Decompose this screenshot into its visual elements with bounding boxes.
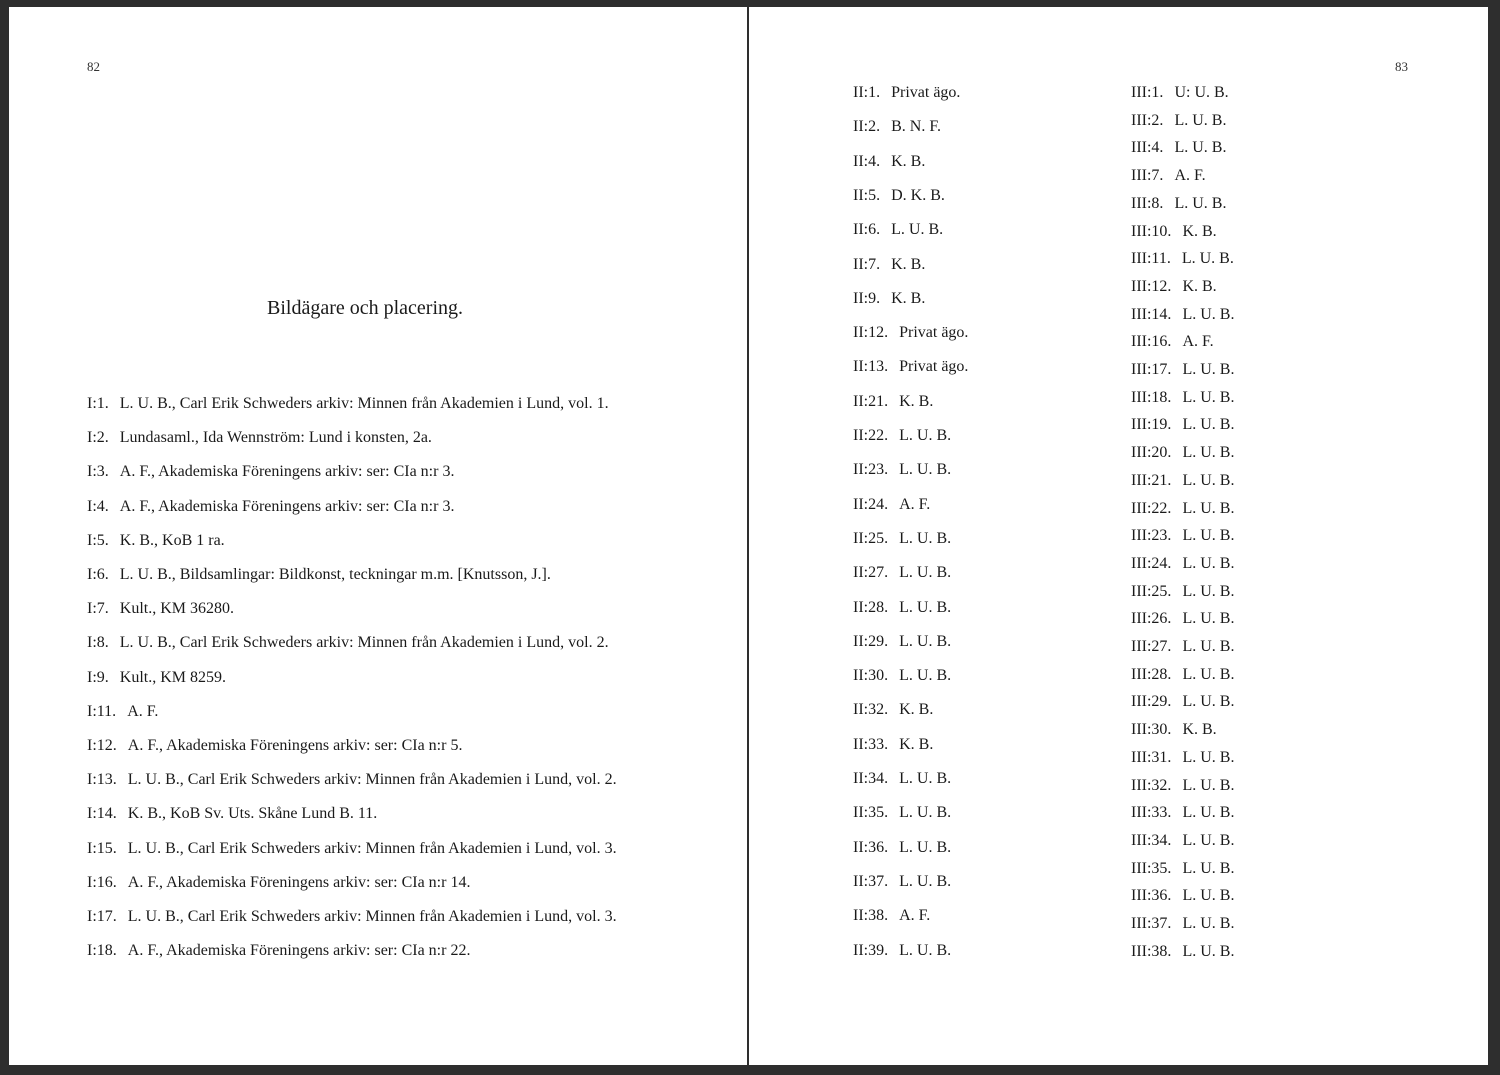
entry-code: III:20. (1131, 444, 1172, 462)
list-item (1131, 720, 1217, 740)
entry-source: L. U. B. (899, 838, 952, 856)
list-item (1131, 554, 1234, 574)
entry-source: L. U. B. (1182, 748, 1235, 766)
entry-code: I:3. (87, 463, 109, 481)
list-item (1131, 222, 1217, 242)
entry-code: III:8. (1131, 194, 1164, 212)
entry-source: L. U. B. (1174, 139, 1227, 157)
entry-code: III:22. (1131, 499, 1172, 517)
list-item (87, 497, 454, 517)
entry-source: L. U. B. (1182, 527, 1235, 545)
entry-source: L. U. B. (1181, 250, 1234, 268)
entry-code: II:38. (853, 907, 889, 925)
entry-code: II:25. (853, 529, 889, 547)
list-item (1131, 194, 1226, 214)
entry-code: II:1. (853, 84, 881, 101)
list-item (853, 803, 951, 823)
entry-code: I:13. (87, 771, 117, 789)
entry-source: K. B. (891, 255, 926, 273)
entry-source: Kult., KM 36280. (119, 600, 235, 618)
entry-source: L. U. B. (899, 804, 952, 822)
list-item (1131, 360, 1234, 380)
list-item (87, 873, 470, 893)
entry-code: II:35. (853, 804, 889, 822)
entry-source: L. U. B. (1182, 831, 1235, 849)
list-item (853, 941, 951, 961)
entry-code: III:11. (1131, 250, 1171, 268)
entry-code: I:14. (87, 805, 117, 823)
entry-code: III:14. (1131, 305, 1172, 323)
list-item (1131, 748, 1234, 768)
entry-source: L. U. B., Carl Erik Schweders arkiv: Minnen från Akademien i Lund, vol. 2. (127, 771, 617, 789)
entry-code: II:12. (853, 324, 889, 342)
entry-source: L. U. B. (1182, 776, 1235, 794)
entry-code: III:24. (1131, 554, 1172, 572)
right-page (749, 7, 1488, 1065)
entry-code: II:2. (853, 118, 881, 136)
entry-code: I:8. (87, 634, 109, 652)
list-item (853, 152, 925, 172)
entry-source: K. B. (1182, 222, 1217, 240)
entry-source: L. U. B., Carl Erik Schweders arkiv: Minnen från Akademien i Lund, vol. 3. (127, 839, 617, 857)
entry-code: I:4. (87, 497, 109, 515)
entry-code: I:7. (87, 600, 109, 618)
entry-code: III:37. (1131, 915, 1172, 932)
entry-code: I:6. (87, 566, 109, 583)
list-item (1131, 249, 1234, 269)
entry-code: III:26. (1131, 610, 1172, 628)
list-item (853, 632, 951, 652)
entry-source: A. F., Akademiska Föreningens arkiv: ser: CIa n:r 3. (119, 497, 455, 515)
entry-code: III:35. (1131, 859, 1172, 877)
list-item (1131, 166, 1206, 186)
entry-code: I:2. (87, 429, 109, 447)
list-item (1131, 886, 1234, 906)
list-item (1131, 942, 1234, 962)
entry-source: D. K. B. (891, 186, 945, 204)
list-item (853, 666, 951, 686)
list-item (87, 736, 462, 756)
entry-code: I:17. (87, 908, 117, 925)
list-item (1131, 526, 1234, 546)
entry-source: Privat ägo. (899, 358, 969, 376)
entry-source: U: U. B. (1174, 84, 1229, 101)
list-item (87, 599, 234, 619)
list-item (87, 633, 609, 653)
list-item (87, 702, 158, 722)
entry-source: L. U. B. (1182, 610, 1235, 628)
list-item (853, 426, 951, 446)
entry-source: A. F., Akademiska Föreningens arkiv: ser: CIa n:r 22. (127, 942, 471, 960)
entry-code: II:27. (853, 564, 889, 582)
entry-code: II:28. (853, 598, 889, 616)
entry-code: I:9. (87, 668, 109, 686)
entry-code: II:39. (853, 941, 889, 959)
entry-code: III:2. (1131, 111, 1164, 129)
list-item (1131, 859, 1234, 879)
list-item (1131, 111, 1226, 131)
list-item (853, 563, 951, 583)
entry-code: III:31. (1131, 748, 1172, 766)
entry-source: L. U. B. (1182, 361, 1235, 378)
entry-code: III:19. (1131, 416, 1172, 434)
entry-code: II:37. (853, 872, 889, 890)
entry-source: Kult., KM 8259. (119, 668, 227, 686)
list-item (87, 804, 377, 824)
entry-code: I:16. (87, 873, 117, 891)
list-item (853, 255, 925, 275)
list-item (853, 872, 951, 892)
entry-source: L. U. B. (1182, 471, 1235, 489)
entry-code: III:17. (1131, 361, 1172, 378)
entry-source: L. U. B. (1182, 388, 1235, 406)
entry-code: II:33. (853, 735, 889, 753)
entry-source: L. U. B. (899, 667, 952, 685)
entry-code: II:23. (853, 461, 889, 479)
entry-source: L. U. B. (899, 529, 952, 547)
entry-source: K. B. (899, 735, 934, 753)
entry-source: L. U. B. (1174, 111, 1227, 129)
entry-source: A. F. (1174, 167, 1206, 185)
list-item (1131, 582, 1234, 602)
list-item (1131, 305, 1234, 325)
entry-source: A. F. (899, 495, 931, 513)
entry-source: L. U. B. (1182, 444, 1235, 462)
list-item (1131, 609, 1234, 629)
entry-code: III:18. (1131, 388, 1172, 406)
list-item (853, 838, 951, 858)
list-item (853, 495, 930, 515)
entry-source: B. N. F. (891, 118, 941, 136)
entry-source: L. U. B., Carl Erik Schweders arkiv: Minnen från Akademien i Lund, vol. 1. (119, 395, 609, 412)
entry-code: III:30. (1131, 721, 1172, 739)
entry-code: III:36. (1131, 887, 1172, 905)
list-item (1131, 637, 1234, 657)
entry-code: II:29. (853, 632, 889, 650)
entry-source: K. B., KoB 1 ra. (119, 531, 225, 549)
entry-source: L. U. B. (1182, 416, 1235, 434)
entry-source: L. U. B., Carl Erik Schweders arkiv: Minnen från Akademien i Lund, vol. 3. (127, 908, 617, 925)
entry-source: L. U. B. (899, 941, 952, 959)
list-item (1131, 83, 1229, 103)
list-item (853, 598, 951, 618)
list-item (1131, 914, 1234, 934)
entry-source: L. U. B. (899, 770, 952, 787)
entry-source: A. F., Akademiska Föreningens arkiv: ser: CIa n:r 3. (119, 463, 455, 481)
list-item (853, 117, 941, 137)
entry-code: III:32. (1131, 776, 1172, 794)
list-item (853, 357, 968, 377)
entry-code: III:12. (1131, 277, 1172, 295)
entry-code: III:34. (1131, 831, 1172, 849)
entry-code: II:30. (853, 667, 889, 685)
entry-code: III:7. (1131, 167, 1164, 185)
list-item (87, 770, 617, 790)
list-item (1131, 332, 1214, 352)
entry-source: Privat ägo. (899, 324, 969, 342)
left-page (9, 7, 747, 1065)
entry-source: K. B. (899, 392, 934, 410)
list-item (853, 83, 960, 103)
entry-source: A. F., Akademiska Föreningens arkiv: ser: CIa n:r 14. (127, 873, 471, 891)
entry-code: I:11. (87, 702, 117, 720)
entry-source: L. U. B. (1182, 499, 1235, 517)
list-item (853, 186, 945, 206)
entry-source: L. U. B. (1182, 915, 1235, 932)
entry-source: K. B., KoB Sv. Uts. Skåne Lund B. 11. (127, 805, 378, 823)
list-item (853, 460, 951, 480)
entry-code: II:5. (853, 186, 881, 204)
entry-code: II:13. (853, 358, 889, 376)
list-item (1131, 138, 1226, 158)
entry-source: L. U. B. (1174, 194, 1227, 212)
entry-source: K. B. (1182, 277, 1217, 295)
list-item (1131, 499, 1234, 519)
entry-code: II:4. (853, 152, 881, 170)
entry-code: III:28. (1131, 665, 1172, 683)
entry-code: III:29. (1131, 693, 1172, 711)
list-item (1131, 831, 1234, 851)
entry-source: L. U. B., Carl Erik Schweders arkiv: Minnen från Akademien i Lund, vol. 2. (119, 634, 609, 652)
list-item (87, 907, 617, 927)
entry-code: III:23. (1131, 527, 1172, 545)
entry-code: III:21. (1131, 471, 1172, 489)
entry-source: L. U. B. (899, 632, 952, 650)
list-item (87, 428, 432, 448)
entry-code: I:1. (87, 395, 109, 412)
entry-source: L. U. B. (1182, 554, 1235, 572)
entry-source: Privat ägo. (891, 84, 961, 101)
entry-source: L. U. B. (1182, 693, 1235, 711)
entry-source: K. B. (899, 701, 934, 719)
entry-code: II:9. (853, 289, 881, 307)
list-item (1131, 443, 1234, 463)
entry-source: L. U. B. (899, 872, 952, 890)
entry-code: II:34. (853, 770, 889, 787)
list-item (87, 941, 470, 961)
list-item (1131, 665, 1234, 685)
entry-code: II:32. (853, 701, 889, 719)
page-number-left: 82 (87, 59, 100, 74)
entry-source: L. U. B. (1182, 887, 1235, 905)
entry-source: A. F. (127, 702, 159, 720)
list-item (853, 323, 968, 343)
list-item (853, 769, 951, 789)
list-item (853, 289, 925, 309)
entry-source: L. U. B. (899, 427, 952, 444)
entry-code: II:22. (853, 427, 889, 444)
entry-source: A. F. (1182, 333, 1214, 351)
entry-source: A. F. (899, 907, 931, 925)
list-item (1131, 277, 1217, 297)
entry-code: II:24. (853, 495, 889, 513)
entry-source: L. U. B. (899, 598, 952, 616)
entry-source: L. U. B. (899, 564, 952, 582)
entry-source: L. U. B. (899, 461, 952, 479)
entry-source: Lundasaml., Ida Wennström: Lund i konsten, 2a. (119, 429, 432, 447)
entry-code: I:18. (87, 942, 117, 960)
entry-code: III:38. (1131, 942, 1172, 960)
entry-code: II:7. (853, 255, 881, 273)
entry-source: K. B. (891, 152, 926, 170)
entry-source: L. U. B. (1182, 942, 1235, 960)
entry-code: II:36. (853, 838, 889, 856)
list-item (1131, 803, 1234, 823)
entry-code: III:25. (1131, 582, 1172, 600)
entry-code: III:27. (1131, 638, 1172, 655)
entry-source: K. B. (1182, 721, 1217, 739)
list-item (853, 220, 943, 240)
list-item (87, 668, 226, 688)
entry-code: III:1. (1131, 84, 1164, 101)
entry-code: III:33. (1131, 804, 1172, 822)
list-item (853, 700, 933, 720)
entry-code: II:21. (853, 392, 889, 410)
list-item (1131, 415, 1234, 435)
entry-source: L. U. B. (1182, 665, 1235, 683)
list-item (1131, 692, 1234, 712)
entry-code: II:6. (853, 221, 881, 239)
list-item (853, 906, 930, 926)
list-item (87, 531, 225, 551)
entry-source: K. B. (891, 289, 926, 307)
list-item (87, 839, 617, 859)
list-item (853, 392, 933, 412)
entry-source: L. U. B. (1182, 638, 1235, 655)
entry-code: I:15. (87, 839, 117, 857)
entry-source: L. U. B., Bildsamlingar: Bildkonst, teckningar m.m. [Knutsson, J.]. (119, 566, 551, 583)
list-item (87, 394, 609, 414)
entry-code: III:16. (1131, 333, 1172, 351)
list-item (1131, 388, 1234, 408)
list-item (1131, 471, 1234, 491)
entry-source: A. F., Akademiska Föreningens arkiv: ser: CIa n:r 5. (127, 737, 463, 754)
list-item (853, 735, 933, 755)
list-item (87, 565, 551, 585)
entry-code: I:5. (87, 531, 109, 549)
entry-source: L. U. B. (1182, 859, 1235, 877)
entry-code: III:10. (1131, 222, 1172, 240)
section-title: Bildägare och placering. (266, 297, 464, 319)
entry-source: L. U. B. (1182, 804, 1235, 822)
entry-source: L. U. B. (1182, 305, 1235, 323)
entry-source: L. U. B. (1182, 582, 1235, 600)
entry-code: III:4. (1131, 139, 1164, 157)
list-item (1131, 776, 1234, 796)
list-item (87, 462, 454, 482)
entry-source: L. U. B. (891, 221, 944, 239)
list-item (853, 529, 951, 549)
entry-code: I:12. (87, 737, 117, 754)
page-number-right: 83 (1395, 59, 1408, 74)
